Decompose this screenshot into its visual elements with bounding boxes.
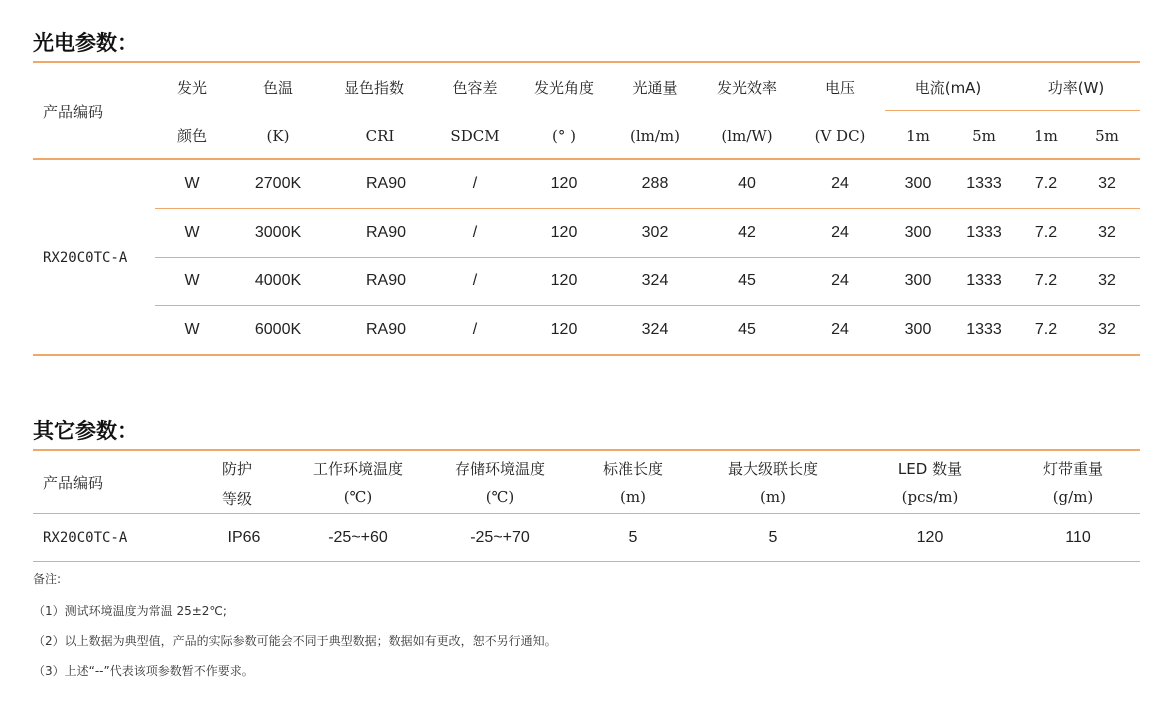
cell-cct: 6000K bbox=[254, 321, 302, 338]
header-efficacy-unit: (lm/W) bbox=[721, 127, 773, 145]
row-divider bbox=[155, 257, 1140, 258]
header-std-len: 标准长度 bbox=[602, 460, 664, 478]
header-ip-line1: 防护 bbox=[221, 460, 253, 478]
cell-power-5m: 32 bbox=[1098, 321, 1116, 338]
cell-cct: 3000K bbox=[254, 224, 302, 241]
header-sdcm-unit: SDCM bbox=[450, 127, 500, 145]
cell-sdcm: / bbox=[472, 272, 478, 289]
table1-header-rule bbox=[33, 158, 1140, 160]
cell-voltage: 24 bbox=[831, 224, 849, 241]
cell-sdcm: / bbox=[472, 224, 478, 241]
cell-flux: 302 bbox=[641, 224, 669, 241]
header-st-temp-unit: (℃) bbox=[485, 488, 515, 506]
header-product-code: 产品编码 bbox=[43, 474, 104, 492]
note-item: （2）以上数据为典型值，产品的实际参数可能会不同于典型数据；数据如有更改，恕不另行通知。 bbox=[33, 634, 557, 648]
note-item: （3）上述“--”代表该项参数暂不作要求。 bbox=[33, 664, 254, 678]
cell-cri: RA90 bbox=[365, 321, 407, 338]
header-power-5m: 5m bbox=[1095, 127, 1119, 145]
cell-current-5m: 1333 bbox=[966, 175, 1002, 192]
note-item: （1）测试环境温度为常温 25±2℃; bbox=[33, 604, 227, 618]
header-st-temp: 存储环境温度 bbox=[454, 460, 546, 478]
cell-current-5m: 1333 bbox=[966, 272, 1002, 289]
cell-efficacy: 40 bbox=[738, 175, 756, 192]
cell-sdcm: / bbox=[472, 175, 478, 192]
cell-power-1m: 7.2 bbox=[1034, 321, 1058, 338]
header-current-1m: 1m bbox=[906, 127, 930, 145]
cell-power-1m: 7.2 bbox=[1034, 224, 1058, 241]
header-power-1m: 1m bbox=[1034, 127, 1058, 145]
header-angle-unit: (° ) bbox=[552, 127, 576, 145]
table1-top-rule bbox=[33, 61, 1140, 63]
cell-power-5m: 32 bbox=[1098, 175, 1116, 192]
cell-power-1m: 7.2 bbox=[1034, 175, 1058, 192]
cell-color: W bbox=[184, 175, 200, 192]
section-title-other: 其它参数： bbox=[33, 419, 138, 443]
cell-power-1m: 7.2 bbox=[1034, 272, 1058, 289]
cell-flux: 288 bbox=[641, 175, 669, 192]
header-current: 电流(mA) bbox=[914, 79, 982, 97]
header-sdcm: 色容差 bbox=[452, 79, 498, 97]
header-max-len-unit: (m) bbox=[760, 488, 786, 506]
cell-st-temp: -25~+70 bbox=[470, 529, 530, 546]
header-flux: 光通量 bbox=[632, 79, 678, 97]
header-voltage: 电压 bbox=[824, 79, 856, 97]
cell-flux: 324 bbox=[641, 272, 669, 289]
header-current-5m: 5m bbox=[972, 127, 996, 145]
cell-product-code: RX20C0TC-A bbox=[43, 530, 128, 546]
cell-weight: 110 bbox=[1065, 529, 1091, 546]
header-angle: 发光角度 bbox=[533, 79, 595, 97]
cell-efficacy: 42 bbox=[738, 224, 756, 241]
header-weight-unit: (g/m) bbox=[1052, 488, 1094, 506]
table2-header-rule bbox=[33, 513, 1140, 514]
header-std-len-unit: (m) bbox=[620, 488, 646, 506]
row-divider bbox=[155, 208, 1140, 209]
header-product-code: 产品编码 bbox=[43, 103, 104, 121]
cell-flux: 324 bbox=[641, 321, 669, 338]
cell-voltage: 24 bbox=[831, 321, 849, 338]
cell-current-1m: 300 bbox=[904, 175, 932, 192]
cell-current-1m: 300 bbox=[904, 224, 932, 241]
header-max-len: 最大级联长度 bbox=[727, 460, 819, 478]
cell-angle: 120 bbox=[550, 224, 578, 241]
cell-angle: 120 bbox=[550, 175, 578, 192]
cell-current-5m: 1333 bbox=[966, 321, 1002, 338]
header-color-line2: 颜色 bbox=[176, 127, 208, 145]
cell-cri: RA90 bbox=[365, 272, 407, 289]
header-flux-unit: (lm/m) bbox=[629, 127, 681, 145]
table1-bottom-rule bbox=[33, 354, 1140, 356]
header-cri-unit: CRI bbox=[365, 127, 395, 145]
cell-efficacy: 45 bbox=[738, 321, 756, 338]
header-voltage-unit: (V DC) bbox=[814, 127, 866, 145]
cell-led-qty: 120 bbox=[916, 529, 944, 546]
cell-voltage: 24 bbox=[831, 272, 849, 289]
cell-voltage: 24 bbox=[831, 175, 849, 192]
section-title-optical: 光电参数： bbox=[33, 31, 138, 55]
header-op-temp: 工作环境温度 bbox=[312, 460, 404, 478]
cell-cct: 2700K bbox=[254, 175, 302, 192]
cell-power-5m: 32 bbox=[1098, 224, 1116, 241]
cell-efficacy: 45 bbox=[738, 272, 756, 289]
header-cct: 色温 bbox=[262, 79, 294, 97]
cell-cri: RA90 bbox=[365, 224, 407, 241]
cell-std-len: 5 bbox=[628, 529, 638, 546]
cell-max-len: 5 bbox=[768, 529, 778, 546]
header-power: 功率(W) bbox=[1047, 79, 1105, 97]
header-led-qty: LED 数量 bbox=[897, 460, 963, 478]
header-cri: 显色指数 bbox=[343, 79, 405, 97]
cell-current-1m: 300 bbox=[904, 321, 932, 338]
row-divider bbox=[155, 305, 1140, 306]
cell-current-5m: 1333 bbox=[966, 224, 1002, 241]
notes-title: 备注: bbox=[33, 572, 62, 586]
cell-ip: IP66 bbox=[227, 529, 261, 546]
table2-bottom-rule bbox=[33, 561, 1140, 562]
cell-sdcm: / bbox=[472, 321, 478, 338]
cell-current-1m: 300 bbox=[904, 272, 932, 289]
header-weight: 灯带重量 bbox=[1042, 460, 1104, 478]
cell-color: W bbox=[184, 321, 200, 338]
cell-cct: 4000K bbox=[254, 272, 302, 289]
cell-op-temp: -25~+60 bbox=[328, 529, 388, 546]
header-color-line1: 发光 bbox=[176, 79, 208, 97]
cell-angle: 120 bbox=[550, 321, 578, 338]
header-ip-line2: 等级 bbox=[221, 490, 253, 508]
header-cct-unit: (K) bbox=[266, 127, 290, 145]
header-led-qty-unit: (pcs/m) bbox=[901, 488, 959, 506]
cell-color: W bbox=[184, 272, 200, 289]
cell-power-5m: 32 bbox=[1098, 272, 1116, 289]
cell-angle: 120 bbox=[550, 272, 578, 289]
header-subrule bbox=[885, 110, 1140, 111]
cell-cri: RA90 bbox=[365, 175, 407, 192]
product-code-cell: RX20C0TC-A bbox=[43, 250, 128, 266]
cell-color: W bbox=[184, 224, 200, 241]
header-efficacy: 发光效率 bbox=[716, 79, 778, 97]
table2-top-rule bbox=[33, 449, 1140, 451]
header-op-temp-unit: (℃) bbox=[343, 488, 373, 506]
